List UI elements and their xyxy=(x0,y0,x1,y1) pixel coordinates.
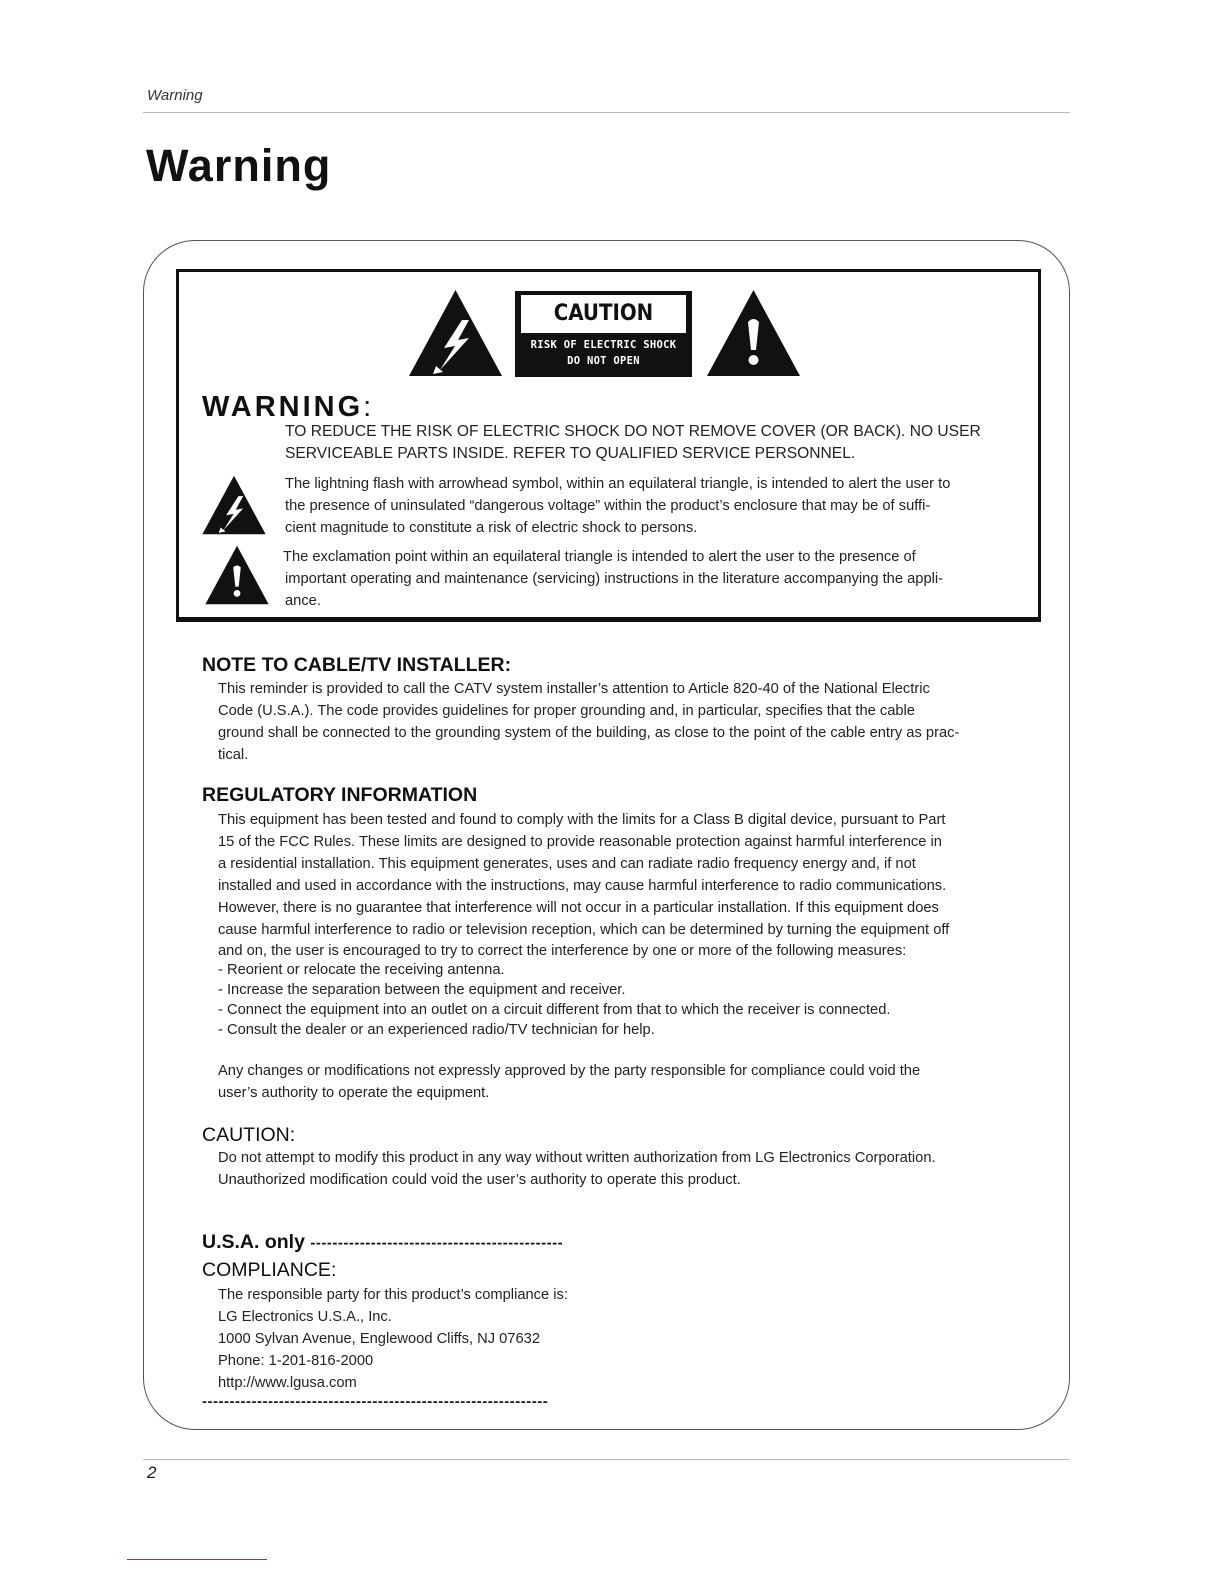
exclamation-text-line-1: The exclamation point within an equilateral triangle is intended to alert the user to the presence of xyxy=(283,549,916,565)
caution-label-line1: RISK OF ELECTRIC SHOCK xyxy=(530,339,677,351)
regulatory-measure-4: - Consult the dealer or an experienced radio/TV technician for help. xyxy=(218,1022,655,1038)
cable-note-heading: NOTE TO CABLE/TV INSTALLER: xyxy=(202,654,512,676)
lightning-text-line-1: The lightning flash with arrowhead symbol, within an equilateral triangle, is intended to alert the user to xyxy=(285,476,951,492)
changes-line-1: Any changes or modifications not expressly approved by the party responsible for compliance could void the xyxy=(218,1063,921,1079)
regulatory-line-6: cause harmful interference to radio or television reception, which can be determined by turning the equipment off xyxy=(218,922,950,938)
regulatory-line-7: and on, the user is encouraged to try to correct the interference by one or more of the following measures: xyxy=(218,943,907,959)
regulatory-measure-1: - Reorient or relocate the receiving antenna. xyxy=(218,962,505,978)
cable-note-line-2: Code (U.S.A.). The code provides guidelines for proper grounding and, in particular, specifies that the cable xyxy=(218,703,915,719)
regulatory-line-1: This equipment has been tested and found to comply with the limits for a Class B digital device, pursuant to Part xyxy=(218,812,946,828)
regulatory-line-5: However, there is no guarantee that interference will not occur in a particular installation. If this equipment does xyxy=(218,900,939,916)
caution-heading: CAUTION: xyxy=(202,1124,296,1146)
compliance-line-3: 1000 Sylvan Avenue, Englewood Cliffs, NJ 07632 xyxy=(218,1331,540,1347)
caution-label-title: CAUTION xyxy=(521,295,686,333)
caution-line-2: Unauthorized modification could void the user’s authority to operate this product. xyxy=(218,1172,741,1188)
warning-heading xyxy=(202,391,374,424)
compliance-line-1: The responsible party for this product’s compliance is: xyxy=(218,1287,568,1303)
exclamation-text-line-3: ance. xyxy=(285,593,321,609)
compliance-line-2: LG Electronics U.S.A., Inc. xyxy=(218,1309,392,1325)
running-header: Warning xyxy=(147,87,203,104)
header-rule xyxy=(143,112,1070,113)
cable-note-line-3: ground shall be connected to the grounding system of the building, as close to the point of the cable entry as prac- xyxy=(218,725,960,741)
compliance-heading: COMPLIANCE: xyxy=(202,1259,337,1281)
caution-label-line2: DO NOT OPEN xyxy=(567,355,640,367)
regulatory-line-2: 15 of the FCC Rules. These limits are designed to provide reasonable protection against harmful interference in xyxy=(218,834,942,850)
footer-rule xyxy=(143,1459,1070,1460)
page-number: 2 xyxy=(147,1463,157,1482)
warning-text-line-1: TO REDUCE THE RISK OF ELECTRIC SHOCK DO NOT REMOVE COVER (OR BACK). NO USER xyxy=(285,423,981,440)
warning-heading-colon: : xyxy=(363,391,375,423)
regulatory-heading: REGULATORY INFORMATION xyxy=(202,784,478,806)
compliance-line-4: Phone: 1-201-816-2000 xyxy=(218,1353,374,1369)
regulatory-measure-2: - Increase the separation between the equipment and receiver. xyxy=(218,982,626,998)
caution-line-1: Do not attempt to modify this product in any way without written authorization from LG Electronics Corporation. xyxy=(218,1150,936,1166)
usa-only-heading xyxy=(202,1231,563,1254)
exclamation-text-line-2: important operating and maintenance (servicing) instructions in the literature accompanying the appli- xyxy=(285,571,944,587)
exclamation-warning-icon xyxy=(705,288,802,378)
caution-label xyxy=(515,291,692,377)
exclamation-small-icon xyxy=(204,544,270,606)
warning-text-line-2: SERVICEABLE PARTS INSIDE. REFER TO QUALIFIED SERVICE PERSONNEL. xyxy=(285,445,856,462)
cable-note-line-1: This reminder is provided to call the CATV system installer’s attention to Article 820-40 of the National Electric xyxy=(218,681,930,697)
regulatory-line-4: installed and used in accordance with the instructions, may cause harmful interference to radio communications. xyxy=(218,878,947,894)
closing-dashes: --------------------------------------------------------------- xyxy=(202,1393,549,1410)
lightning-small-icon xyxy=(201,474,267,536)
compliance-url: http://www.lgusa.com xyxy=(218,1375,357,1391)
lightning-warning-icon xyxy=(407,288,504,378)
usa-only-dashes: ---------------------------------------------- xyxy=(310,1234,564,1252)
regulatory-measure-3: - Connect the equipment into an outlet on a circuit different from that to which the receiver is connected. xyxy=(218,1002,891,1018)
lightning-text-line-3: cient magnitude to constitute a risk of electric shock to persons. xyxy=(285,520,698,536)
footer-link-underline xyxy=(127,1559,267,1560)
usa-only-text: U.S.A. only xyxy=(202,1231,305,1253)
lightning-text-line-2: the presence of uninsulated “dangerous voltage” within the product’s enclosure that may be of suffi- xyxy=(285,498,931,514)
page-title: Warning xyxy=(146,140,332,191)
cable-note-line-4: tical. xyxy=(218,747,249,763)
warning-heading-text: WARNING xyxy=(202,391,364,423)
regulatory-line-3: a residential installation. This equipment generates, uses and can radiate radio frequency energy and, if not xyxy=(218,856,916,872)
changes-line-2: user’s authority to operate the equipment. xyxy=(218,1085,490,1101)
